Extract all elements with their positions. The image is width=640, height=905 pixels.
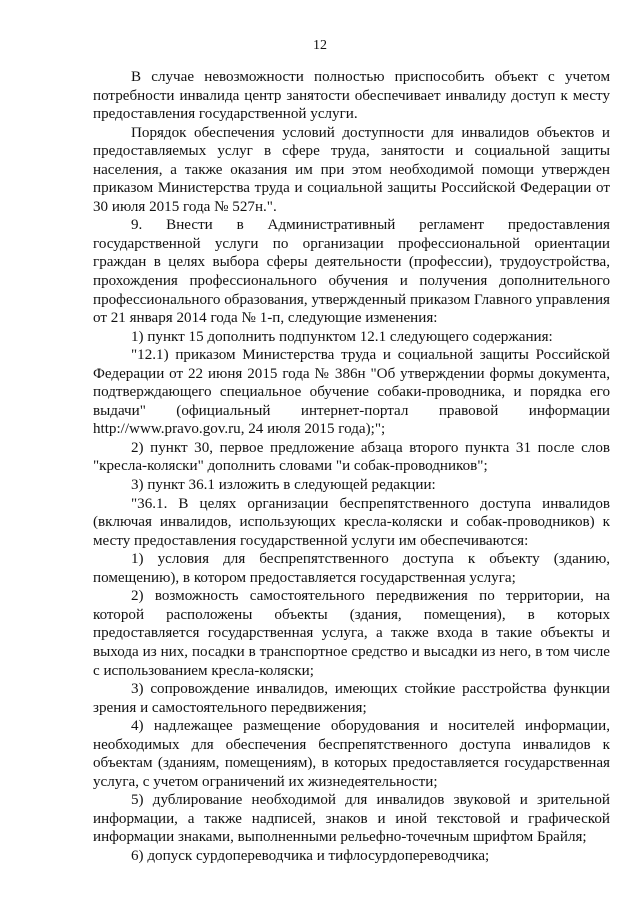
list-item-2: 2) возможность самостоятельного передвижения по территории, на которой расположены объекты (здания, помещения), в которых предоставляется государственная услуга, а также входа в такие объекты и выхода из них, посадки в транспортное средство и высадки из него, в том числе с использованием кресла-коляски; bbox=[93, 588, 610, 679]
paragraph-accessibility-order: Порядок обеспечения условий доступности для инвалидов объектов и предоставляемых услуг в сфере труда, занятости и социальной защиты населения, а также оказания им при этом необходимой помощи утвержден приказом Министерства труда и социальной защиты Российской Федерации от 30 июля 2015 года № 527н.". bbox=[93, 124, 610, 215]
paragraph-access-provision: В случае невозможности полностью приспособить объект с учетом потребности инвалида центр занятости обеспечивает инвалиду доступ к месту предоставления государственной услуги. bbox=[93, 69, 610, 123]
list-item-3: 3) сопровождение инвалидов, имеющих стойкие расстройства функции зрения и самостоятельного передвижения; bbox=[93, 681, 610, 716]
paragraph-item-9: 9. Внести в Административный регламент предоставления государственной услуги по организации профессиональной ориентации граждан в целях выбора сферы деятельности (профессии), трудоустройства, прохождения профессионального обучения и получения дополнительного профессионального образования, утвержденный приказом Главного управления от 21 января 2014 года № 1-п, следующие изменения: bbox=[93, 217, 610, 327]
paragraph-clause-36-1: "36.1. В целях организации беспрепятственного доступа инвалидов (включая инвалидов, использующих кресла-коляски и собак-проводников) к месту предоставления государственной услуги им обеспечиваются: bbox=[93, 495, 610, 549]
paragraph-subitem-1: 1) пункт 15 дополнить подпунктом 12.1 следующего содержания: bbox=[131, 328, 553, 345]
list-item-6: 6) допуск сурдопереводчика и тифлосурдопереводчика; bbox=[131, 847, 490, 864]
paragraph-clause-12-1: "12.1) приказом Министерства труда и социальной защиты Российской Федерации от 22 июня 2015 года № 386н "Об утверждении формы документа, подтверждающего специальное обучение собаки-проводника, и порядка его выдачи" (официальный интернет-портал правовой информации http://www.pravo.gov.ru, 24 июля 2015 года);"; bbox=[93, 347, 610, 438]
page-number: 12 bbox=[313, 38, 327, 53]
paragraph-subitem-2: 2) пункт 30, первое предложение абзаца второго пункта 31 после слов "кресла-коляски" дополнить словами "и собак-проводников"; bbox=[93, 439, 610, 475]
list-item-4: 4) надлежащее размещение оборудования и носителей информации, необходимых для обеспечения беспрепятственного доступа инвалидов к объектам (зданиям, помещениям), в которых предоставляется государственная услуга, с учетом ограничений их жизнедеятельности; bbox=[93, 718, 610, 790]
list-item-5: 5) дублирование необходимой для инвалидов звуковой и зрительной информации, а также надписей, знаков и иной текстовой и графической информации знаками, выполненными рельефно-точечным шрифтом Брайля; bbox=[93, 792, 610, 846]
document-body bbox=[93, 68, 610, 866]
list-item-1: 1) условия для беспрепятственного доступа к объекту (зданию, помещению), в котором предоставляется государственная услуга; bbox=[93, 551, 610, 586]
paragraph-subitem-3: 3) пункт 36.1 изложить в следующей редакции: bbox=[131, 477, 436, 494]
